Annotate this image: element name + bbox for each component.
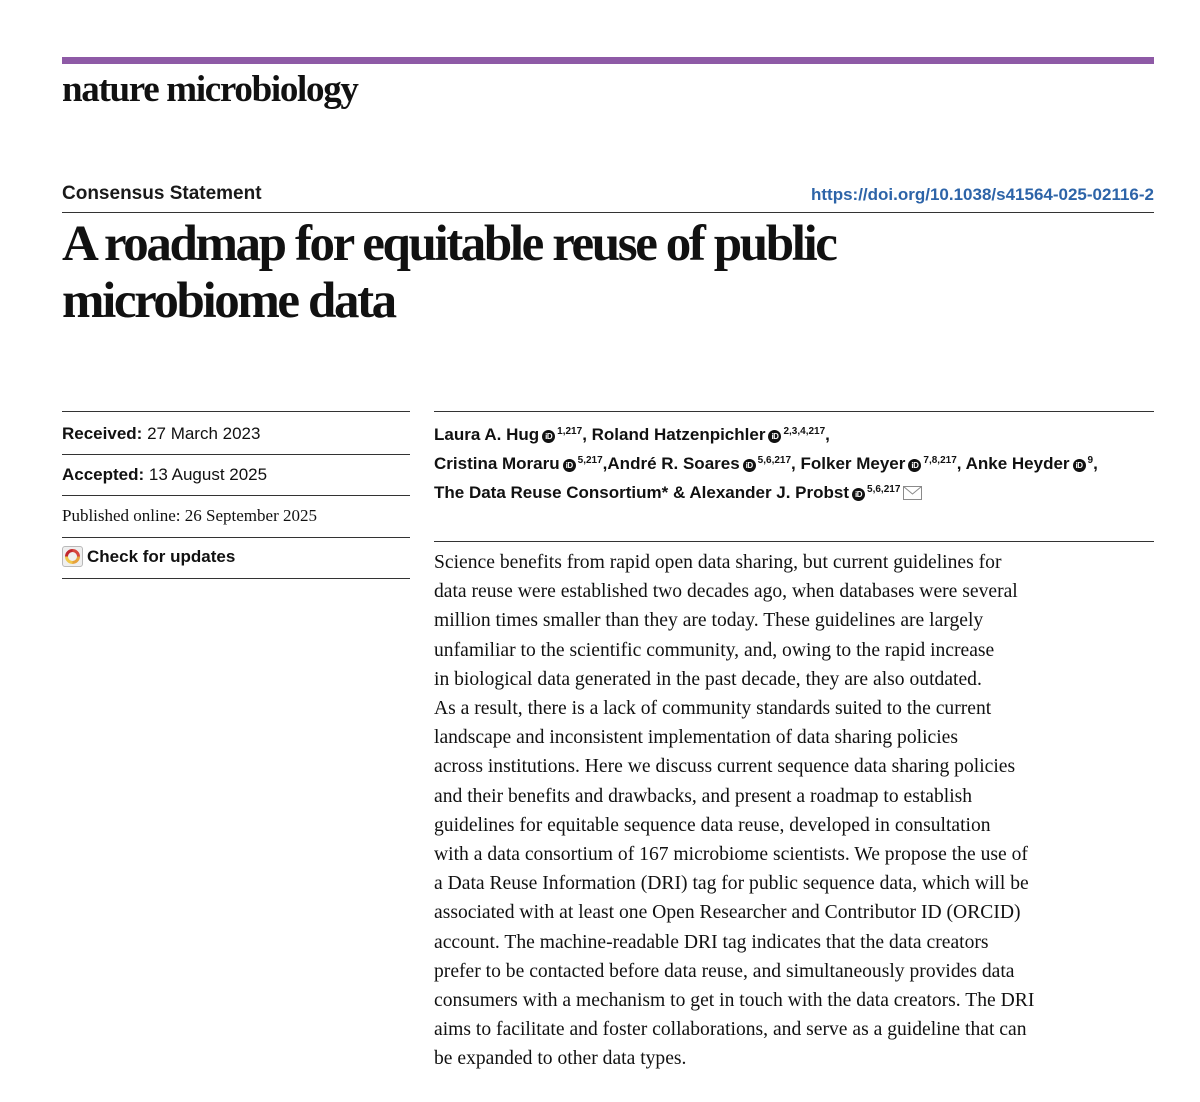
author-name[interactable]: Roland Hatzenpichler xyxy=(591,425,766,444)
author-name[interactable]: Cristina Moraru xyxy=(434,454,560,473)
author-separator: , xyxy=(1093,454,1098,473)
title-divider xyxy=(62,212,1154,213)
abstract-divider xyxy=(434,541,1154,542)
author-separator: , xyxy=(825,425,830,444)
abstract-line: across institutions. Here we discuss current sequence data sharing policies xyxy=(434,756,1016,778)
orcid-icon[interactable]: iD xyxy=(768,430,781,443)
author-affiliations[interactable]: 9 xyxy=(1087,455,1094,466)
doi-link[interactable]: https://doi.org/10.1038/s41564-025-02116-2 xyxy=(810,185,1154,204)
orcid-icon[interactable]: iD xyxy=(852,488,865,501)
orcid-icon[interactable]: iD xyxy=(563,459,576,472)
author-affiliations[interactable]: 1,217 xyxy=(557,426,583,437)
author-list xyxy=(434,420,1154,509)
author-separator: , xyxy=(791,454,801,473)
abstract-line: and their benefits and drawbacks, and present a roadmap to establish xyxy=(434,785,973,807)
article-title xyxy=(62,216,1142,330)
article-type: Consensus Statement xyxy=(62,183,262,204)
author-name[interactable]: Alexander J. Probst xyxy=(689,483,850,502)
abstract-line: account. The machine-readable DRI tag indicates that the data creators xyxy=(434,931,989,953)
author[interactable] xyxy=(801,454,957,473)
check-for-updates-button[interactable] xyxy=(62,546,235,567)
author[interactable] xyxy=(434,454,603,473)
journal-name[interactable]: nature microbiology xyxy=(62,69,358,110)
author-separator: , xyxy=(956,454,966,473)
abstract xyxy=(434,548,1174,1074)
accepted-value: 13 August 2025 xyxy=(148,465,268,484)
published-date xyxy=(62,506,317,526)
published-label: Published online: xyxy=(62,506,181,525)
received-date xyxy=(62,424,260,444)
received-value: 27 March 2023 xyxy=(147,424,261,443)
author[interactable] xyxy=(966,454,1094,473)
author-name[interactable]: André R. Soares xyxy=(607,454,740,473)
dates-divider xyxy=(62,578,410,579)
abstract-line: a Data Reuse Information (DRI) tag for public sequence data, which will be xyxy=(434,873,1029,895)
abstract-line: unfamiliar to the scientific community, and, owing to the rapid increase xyxy=(434,639,995,661)
journal-accent-bar xyxy=(62,57,1154,64)
abstract-line: prefer to be contacted before data reuse, and simultaneously provides data xyxy=(434,960,1015,982)
dates-divider xyxy=(62,495,410,496)
author[interactable] xyxy=(607,454,791,473)
author-separator: & xyxy=(668,483,690,502)
abstract-line: in biological data generated in the past decade, they are also outdated. xyxy=(434,668,982,690)
author-affiliations[interactable]: 5,6,217 xyxy=(757,455,792,466)
author-affiliations[interactable]: 7,8,217 xyxy=(923,455,957,466)
author[interactable] xyxy=(434,425,582,444)
author-name[interactable]: Anke Heyder xyxy=(965,454,1070,473)
accepted-date xyxy=(62,465,267,485)
check-for-updates-icon xyxy=(62,546,83,567)
authors-divider xyxy=(434,411,1154,412)
author[interactable] xyxy=(689,483,922,502)
orcid-icon[interactable]: iD xyxy=(1073,459,1086,472)
orcid-icon[interactable]: iD xyxy=(542,430,555,443)
orcid-icon[interactable]: iD xyxy=(743,459,756,472)
author-affiliations[interactable]: 5,217 xyxy=(577,455,603,466)
accepted-label: Accepted: xyxy=(62,465,145,484)
envelope-icon[interactable] xyxy=(903,480,922,509)
author[interactable] xyxy=(434,483,668,502)
check-for-updates-label: Check for updates xyxy=(87,546,236,566)
author-separator: , xyxy=(582,425,592,444)
orcid-icon[interactable]: iD xyxy=(908,459,921,472)
abstract-line: Science benefits from rapid open data sharing, but current guidelines for xyxy=(434,552,1002,573)
dates-divider xyxy=(62,537,410,538)
article-title-line: A roadmap for equitable reuse of public xyxy=(62,216,836,272)
author[interactable] xyxy=(592,425,826,444)
abstract-line: million times smaller than they are today. These guidelines are largely xyxy=(434,610,984,632)
abstract-line: data reuse were established two decades ago, when databases were several xyxy=(434,581,1018,603)
abstract-line: aims to facilitate and foster collaborations, and serve as a guideline that can xyxy=(434,1019,1027,1041)
abstract-line: with a data consortium of 167 microbiome scientists. We propose the use of xyxy=(434,844,1028,866)
abstract-line: As a result, there is a lack of community standards suited to the current xyxy=(434,698,992,720)
abstract-line: associated with at least one Open Researcher and Contributor ID (ORCID) xyxy=(434,902,1021,924)
received-label: Received: xyxy=(62,424,143,443)
article-title-line: microbiome data xyxy=(62,273,395,329)
author-name[interactable]: Laura A. Hug xyxy=(434,425,540,444)
published-value: 26 September 2025 xyxy=(184,506,317,525)
author-separator: , xyxy=(602,454,608,473)
author-name[interactable]: The Data Reuse Consortium* xyxy=(434,483,669,502)
dates-divider xyxy=(62,454,410,455)
dates-divider xyxy=(62,411,410,412)
author-name[interactable]: Folker Meyer xyxy=(800,454,906,473)
author-affiliations[interactable]: 5,6,217 xyxy=(867,484,901,495)
abstract-line: landscape and inconsistent implementation of data sharing policies xyxy=(434,727,958,749)
abstract-line: guidelines for equitable sequence data reuse, developed in consultation xyxy=(434,814,991,836)
author-affiliations[interactable]: 2,3,4,217 xyxy=(783,426,826,437)
abstract-line: consumers with a mechanism to get in touch with the data creators. The DRI xyxy=(434,990,1035,1012)
abstract-line: be expanded to other data types. xyxy=(434,1048,687,1070)
